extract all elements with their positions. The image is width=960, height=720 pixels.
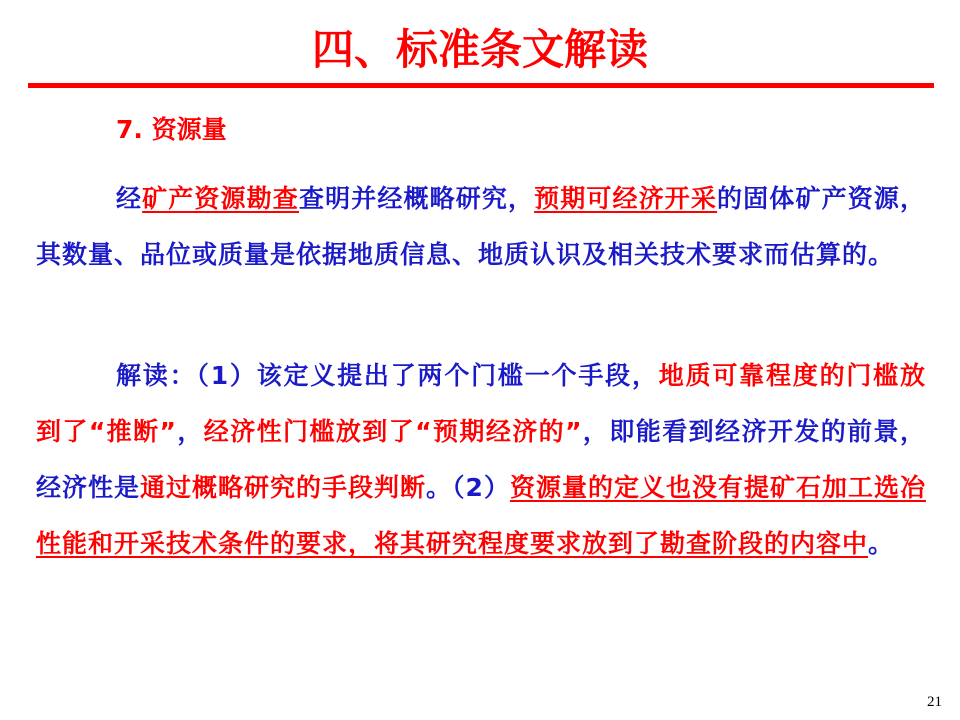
interp-text-4: 。（2） [426, 473, 510, 502]
interp-highlight-definition: 资源量的定义也没有提矿石加工选冶性能和开采技术条件的要求，将其研究程度要求放到了勘查阶段的内容中 [36, 473, 926, 558]
page-number: 21 [927, 694, 942, 710]
definition-paragraph [36, 171, 926, 283]
def-highlight-exploration: 矿产资源勘查 [142, 184, 299, 213]
section-heading: 7. 资源量 [116, 115, 227, 144]
interp-text-1: 解读：（1）该定义提出了两个门槛一个手段， [116, 361, 659, 390]
def-text-3: 的固体矿产资源，其数量、品位或质量是依据地质信息、地质认识及相关技术要求而估算的。 [36, 184, 926, 269]
title-divider [28, 83, 934, 88]
interp-text-5: 。 [868, 529, 895, 558]
interp-text-2: ， [176, 417, 204, 446]
interp-text-3: ，即能看到经济开发的前景，经济性是 [36, 417, 926, 502]
def-highlight-economic: 预期可经济开采 [534, 184, 718, 213]
def-text-2: 查明并经概略研究， [298, 184, 535, 213]
interp-highlight-method: 通过概略研究的手段判断 [140, 473, 427, 502]
interp-highlight-geologic: 地质可靠程度的门槛放到了“推断” [36, 361, 926, 446]
slide-title: 四、标准条文解读 [311, 25, 648, 74]
def-text-1: 经 [116, 184, 143, 213]
interp-highlight-economic: 经济性门槛放到了“预期经济的” [203, 417, 583, 446]
interpretation-paragraph [36, 348, 926, 572]
